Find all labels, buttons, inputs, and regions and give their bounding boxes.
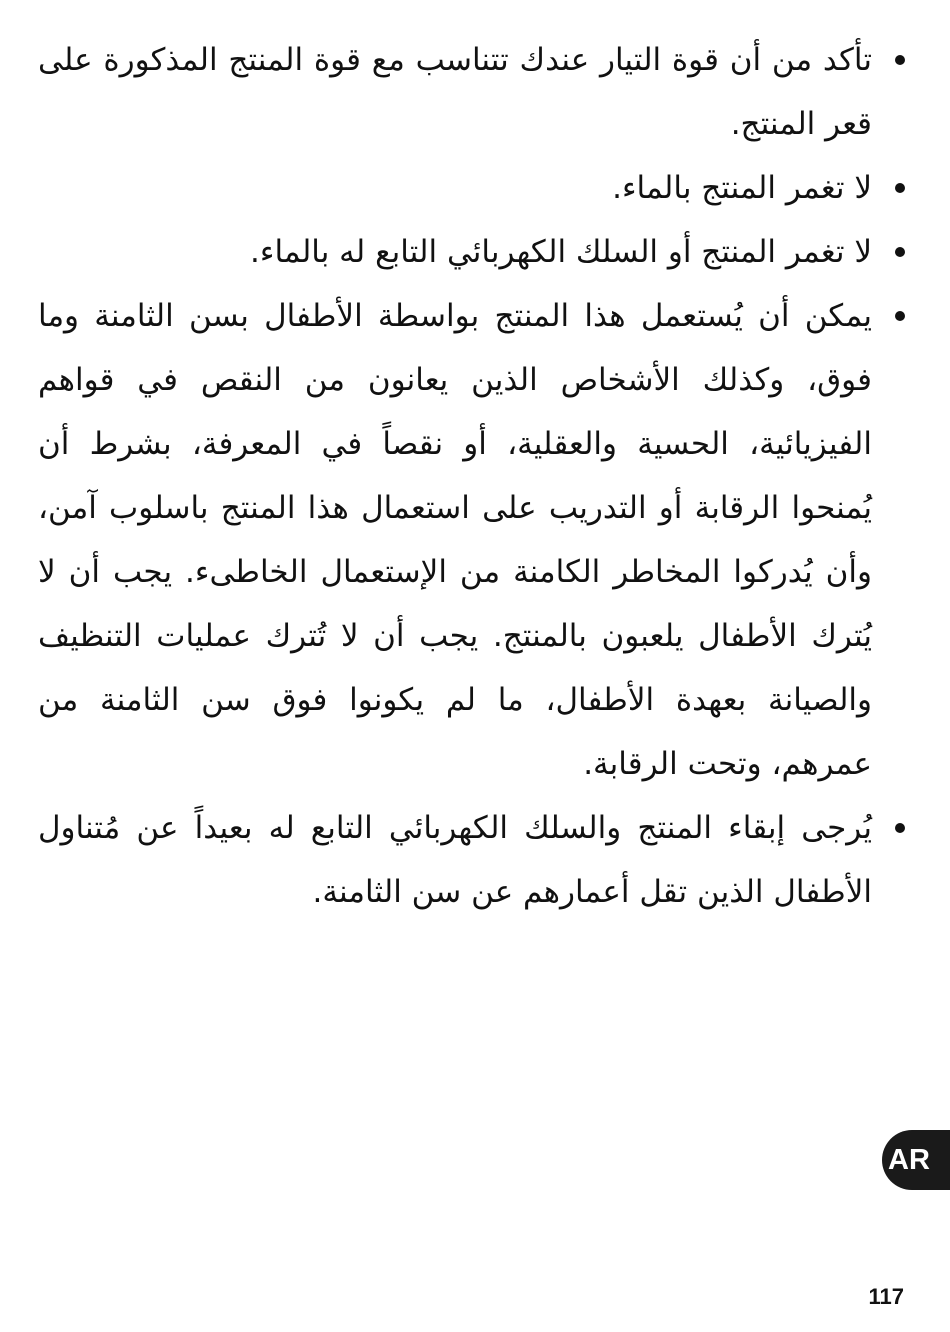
safety-instructions (38, 28, 872, 924)
instruction-list (38, 28, 872, 924)
instruction-item: يمكن أن يُستعمل هذا المنتج بواسطة الأطفال بسن الثامنة وما فوق، وكذلك الأشخاص الذين يعانون من النقص في قواهم الفيزيائية، الحسية والعقلية، أو نقصاً في المعرفة، بشرط أن يُمنحوا الرقابة أو التدريب على استعمال هذا المنتج باسلوب آمن، وأن يُدركوا المخاطر الكامنة من الإستعمال الخاطىء. يجب أن لا يُترك الأطفال يلعبون بالمنتج. يجب أن لا تُترك عمليات التنظيف والصيانة بعهدة الأطفال، ما لم يكونوا فوق سن الثامنة من عمرهم، وتحت الرقابة. (38, 284, 872, 796)
instruction-item: يُرجى إبقاء المنتج والسلك الكهربائي التابع له بعيداً عن مُتناول الأطفال الذين تقل أعمارهم عن سن الثامنة. (38, 796, 872, 924)
instruction-item: لا تغمر المنتج بالماء. (38, 156, 872, 220)
instruction-item: لا تغمر المنتج أو السلك الكهربائي التابع له بالماء. (38, 220, 872, 284)
page-number: 117 (868, 1284, 904, 1309)
instruction-item: تأكد من أن قوة التيار عندك تتناسب مع قوة المنتج المذكورة على قعر المنتج. (38, 28, 872, 156)
language-tab: AR (882, 1130, 950, 1190)
